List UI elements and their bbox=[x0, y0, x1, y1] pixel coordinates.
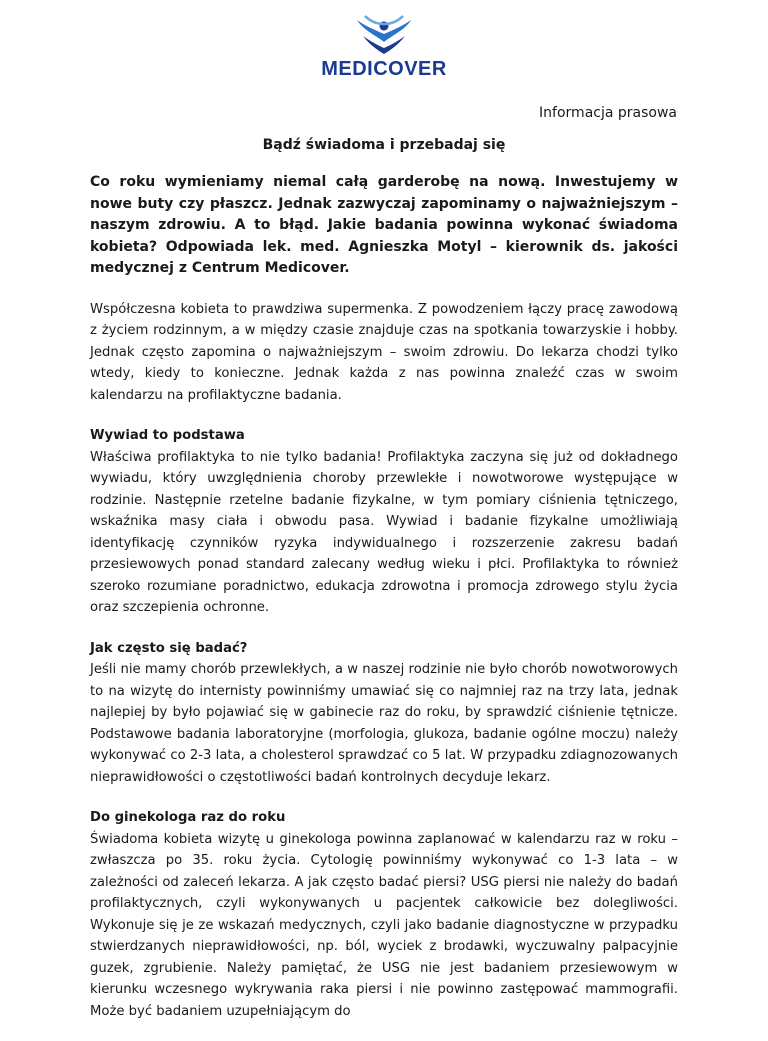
logo-wordmark: MEDICOVER bbox=[321, 58, 447, 80]
section-heading: Do ginekologa raz do roku bbox=[90, 810, 286, 825]
medicover-emblem-icon bbox=[353, 12, 415, 56]
article-body bbox=[90, 172, 678, 1041]
intro-paragraph: Współczesna kobieta to prawdziwa supermenka. Z powodzeniem łączy pracę zawodową z życiem rodzinnym, a w między czasie znajduje czas na spotkania towarzyskie i hobby. Jednak często zapomina o najważniejszym – swoim zdrowiu. Do lekarza chodzi tylko wtedy, kiedy to konieczne. Jednak każda z nas powinna znaleźć czas w swoim kalendarzu na profilaktyczne badania. bbox=[90, 301, 678, 403]
section-body: Świadoma kobieta wizytę u ginekologa powinna zaplanować w kalendarzu raz w roku – zwłaszcza po 35. roku życia. Cytologię powinniśmy wykonywać co 1-3 lata – w zależności od zaleceń lekarza. A jak często badać piersi? USG piersi nie należy do badań profilaktycznych, czyli wykonywanych u pacjentek całkowicie bez dolegliwości. Wykonuje się je ze wskazań medycznych, czyli jako badanie diagnostyczne w przypadku stwierdzanych nieprawidłowości, np. ból, wyciek z brodawki, wyczuwalny palpacyjnie guzek, zgrubienie. Należy pamiętać, że USG nie jest badaniem przesiewowym w kierunku wczesnego wykrywania raka piersi i nie powinno zastępować mammografii. Może być badaniem uzupełniającym do bbox=[90, 831, 678, 1019]
section-jak-czesto bbox=[90, 638, 678, 789]
section-body: Właściwa profilaktyka to nie tylko badania! Profilaktyka zaczyna się już od dokładnego wywiadu, który uwzględnienia choroby przewlekłe i nowotworowe występujące w rodzinie. Następnie rzetelne badanie fizykalne, w tym pomiary ciśnienia tętniczego, wskaźnika masy ciała i obwodu pasa. Wywiad i badanie fizykalne umożliwiają identyfikację czynników ryzyka indywidualnego i rozszerzenie zakresu badań przesiewowych ponad standard zalecany według wieku i płci. Profilaktyka to również szeroko rozumiane poradnictwo, edukacja zdrowotna i promocja zdrowego stylu życia oraz szczepienia ochronne. bbox=[90, 449, 678, 615]
section-heading: Wywiad to podstawa bbox=[90, 428, 245, 443]
section-wywiad bbox=[90, 425, 678, 619]
section-heading: Jak często się badać? bbox=[90, 640, 248, 656]
lead-paragraph: Co roku wymieniamy niemal całą garderobę na nową. Inwestujemy w nowe buty czy płaszcz. Jednak zazwyczaj zapominamy o najważniejszym – naszym zdrowiu. A to błąd. Jakie badania powinna wykonać świadoma kobieta? Odpowiada lek. med. Agnieszka Motyl – kierownik ds. jakości medycznej z Centrum Medicover. bbox=[90, 174, 678, 276]
page-title: Bądź świadoma i przebadaj się bbox=[262, 137, 506, 153]
document-type-label: Informacja prasowa bbox=[539, 105, 677, 121]
section-body: Jeśli nie mamy chorób przewlekłych, a w naszej rodzinie nie było chorób nowotworowych to na wizytę do internisty powinniśmy umawiać się co najmniej raz na trzy lata, jednak najlepiej by było pojawiać się w gabinecie raz do roku, by sprawdzić ciśnienie tętnicze. Podstawowe badania laboratoryjne (morfologia, glukoza, badanie ogólne moczu) należy wykonywać co 2-3 lata, a cholesterol sprawdzać co 5 lat. W przypadku zdiagnozowanych nieprawidłowości o częstotliwości badań kontrolnych decyduje lekarz. bbox=[90, 662, 678, 785]
medicover-logo bbox=[296, 12, 472, 81]
section-ginekolog bbox=[90, 807, 678, 1022]
